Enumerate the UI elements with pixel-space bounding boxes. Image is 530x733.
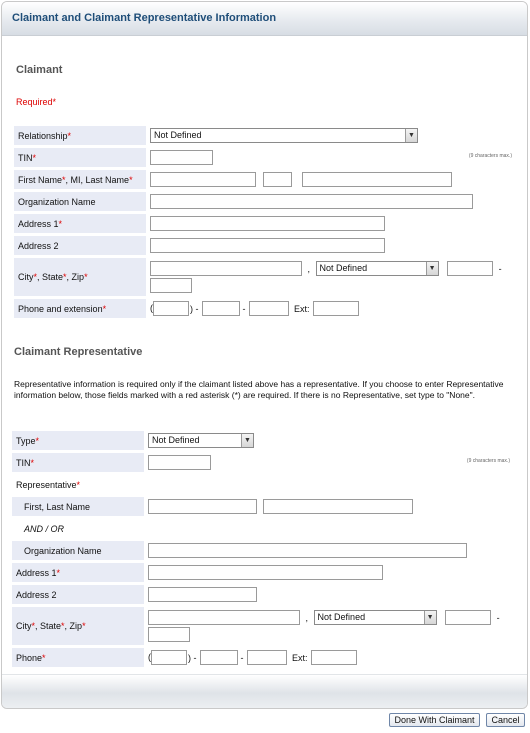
phone-prefix-input[interactable] — [202, 301, 240, 316]
claimant-heading: Claimant — [16, 64, 63, 76]
middle-initial-input[interactable] — [263, 172, 292, 187]
phone-line-input[interactable] — [249, 301, 289, 316]
relationship-label: Relationship* — [14, 126, 146, 145]
rep-address1-row — [12, 563, 510, 582]
address2-label: Address 2 — [14, 236, 146, 255]
rep-tin-row — [12, 453, 510, 472]
claimant-address1-row — [14, 214, 512, 233]
representative-form — [12, 428, 510, 670]
rep-last-name-input[interactable] — [263, 499, 413, 514]
claimant-name-row — [14, 170, 512, 189]
tin-hint: (9 characters max.) — [468, 153, 512, 159]
tin-input[interactable] — [150, 150, 213, 165]
rep-label-row — [12, 475, 510, 494]
address1-input[interactable] — [150, 216, 385, 231]
phone-ext-input[interactable] — [313, 301, 359, 316]
title-bar — [2, 2, 527, 36]
ext-label: Ext: — [292, 652, 308, 663]
dash-separator: - — [498, 263, 502, 274]
rep-type-row — [12, 431, 510, 450]
rep-name-row — [12, 497, 510, 516]
rep-phone-line-input[interactable] — [247, 650, 287, 665]
organization-label: Organization Name — [14, 192, 146, 211]
state-select[interactable]: Not Defined ▼ — [316, 261, 439, 276]
chevron-down-icon: ▼ — [241, 434, 253, 447]
rep-type-label: Type* — [12, 431, 144, 450]
close-paren: ) - — [190, 303, 199, 314]
rep-andor-row — [12, 519, 510, 538]
phone-area-input[interactable] — [153, 301, 189, 316]
dialog-title: Claimant and Claimant Representative Information — [12, 12, 277, 24]
claimant-city-row — [14, 258, 512, 296]
city-state-zip-label: City*, State*, Zip* — [14, 258, 146, 296]
relationship-select[interactable]: Not Defined ▼ — [150, 128, 418, 143]
ext-label: Ext: — [294, 303, 310, 314]
claimant-address2-row — [14, 236, 512, 255]
claimant-phone-row — [14, 299, 512, 318]
close-paren: ) - — [188, 652, 197, 663]
rep-city-state-zip-label: City*, State*, Zip* — [12, 607, 144, 645]
rep-address1-label: Address 1* — [12, 563, 144, 582]
rep-phone-area-input[interactable] — [151, 650, 187, 665]
rep-address2-input[interactable] — [148, 587, 257, 602]
rep-state-select[interactable]: Not Defined ▼ — [314, 610, 437, 625]
open-paren: ( — [150, 302, 153, 313]
rep-tin-hint: (9 characters max.) — [466, 458, 510, 464]
address2-input[interactable] — [150, 238, 385, 253]
rep-zip-extension-input[interactable] — [148, 627, 190, 642]
chevron-down-icon: ▼ — [426, 262, 438, 275]
done-with-claimant-button[interactable]: Done With Claimant — [389, 713, 480, 727]
rep-address2-row — [12, 585, 510, 604]
rep-city-row — [12, 607, 510, 645]
rep-city-input[interactable] — [148, 610, 300, 625]
first-name-input[interactable] — [150, 172, 256, 187]
rep-zip-input[interactable] — [445, 610, 491, 625]
comma-separator: , — [307, 263, 311, 274]
claimant-organization-row — [14, 192, 512, 211]
claimant-relationship-row — [14, 126, 512, 145]
rep-name-label: First, Last Name — [12, 497, 144, 516]
rep-type-select[interactable]: Not Defined ▼ — [148, 433, 254, 448]
rep-first-name-input[interactable] — [148, 499, 257, 514]
comma-separator: , — [305, 612, 309, 623]
representative-heading: Claimant Representative — [14, 346, 143, 358]
rep-organization-row — [12, 541, 510, 560]
representative-description: Representative information is required only if the claimant listed above has a representative. If you choose to enter Representative information below, those fields marked with a red asterisk (*) are required. If there is no Representative, set type to "None". — [14, 379, 504, 400]
rep-tin-input[interactable] — [148, 455, 211, 470]
rep-phone-prefix-input[interactable] — [200, 650, 238, 665]
required-note: Required* — [16, 97, 57, 107]
dash-separator: - — [240, 652, 244, 663]
city-input[interactable] — [150, 261, 302, 276]
rep-tin-label: TIN* — [12, 453, 144, 472]
zip-extension-input[interactable] — [150, 278, 192, 293]
open-paren: ( — [148, 651, 151, 662]
dialog-frame — [1, 1, 528, 709]
zip-input[interactable] — [447, 261, 493, 276]
rep-phone-row — [12, 648, 510, 667]
rep-phone-ext-input[interactable] — [311, 650, 357, 665]
rep-organization-label: Organization Name — [12, 541, 144, 560]
tin-label: TIN* — [14, 148, 146, 167]
chevron-down-icon: ▼ — [424, 611, 436, 624]
name-label: First Name*, MI, Last Name* — [14, 170, 146, 189]
rep-address2-label: Address 2 — [12, 585, 144, 604]
dash-separator: - — [496, 612, 500, 623]
last-name-input[interactable] — [302, 172, 452, 187]
rep-phone-label: Phone* — [12, 648, 144, 667]
rep-organization-input[interactable] — [148, 543, 467, 558]
and-or-text: AND / OR — [24, 523, 65, 534]
representative-label: Representative* — [16, 479, 81, 490]
address1-label: Address 1* — [14, 214, 146, 233]
footer-bar — [2, 674, 527, 708]
cancel-button[interactable]: Cancel — [486, 713, 525, 727]
organization-input[interactable] — [150, 194, 473, 209]
phone-label: Phone and extension* — [14, 299, 146, 318]
claimant-form — [14, 123, 512, 321]
claimant-tin-row — [14, 148, 512, 167]
rep-address1-input[interactable] — [148, 565, 383, 580]
dash-separator: - — [242, 303, 246, 314]
chevron-down-icon: ▼ — [405, 129, 417, 142]
